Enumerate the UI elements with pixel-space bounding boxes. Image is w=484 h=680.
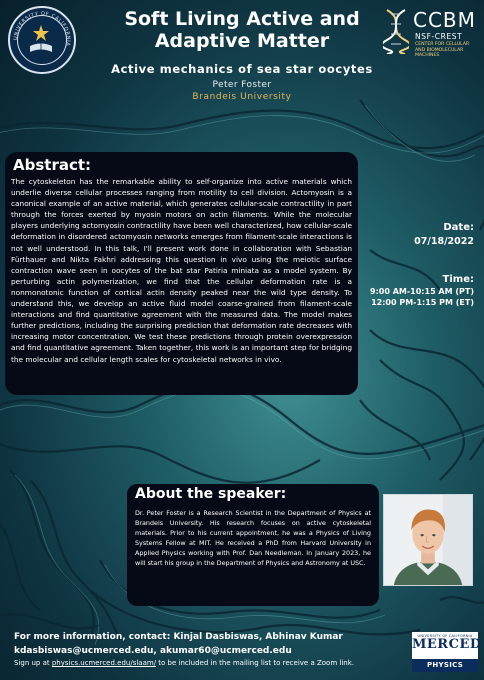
signup-link[interactable]: physics.ucmerced.edu/slaam/ [51,659,157,667]
date-value: 07/18/2022 [414,236,474,247]
title-line-1: Soft Living Active and [124,8,360,30]
time-label: Time: [442,274,474,285]
speaker-affiliation: Brandeis University [192,92,292,102]
time-eastern: 12:00 PM-1:15 PM (ET) [371,298,474,307]
talk-title: Active mechanics of sea star oocytes [111,62,373,76]
dna-helix-icon [383,8,409,54]
speaker-bio: Dr. Peter Foster is a Research Scientist in the Department of Physics at Brandeis University. His research focuses on active cytoskeletal materials. Prior to his current appointment, he was a Physics of Living Systems Fellow at MIT. He received a PhD from Harvard University in Applied Physics working with Prof. Dan Needleman. In January 2023, he will start his group in the Department of Physics and Astronomy at USC. [135,509,371,567]
uc-merced-physics-logo [412,632,482,672]
book-star-icon [28,24,54,54]
abstract-body: The cytoskeleton has the remarkable ability to self-organize into active materials which underlie diverse cellular processes ranging from motility to cell division. Actomyosin is a canonical example of an active material, which generates cellular-scale contractility in part through the forces exerted by myosin motors on actin filaments. While the molecular players underlying actomyosin contractility have been well characterized, how cellular-scale deformation in disordered actomyosin networks emerges from filament-scale interactions is not well understood. In this talk, I'll present work done in collaboration with Sebastian Fürthauer and Nikta Fakhri addressing this question in vivo using the meiotic surface contraction wave seen in oocytes of the bat star Patiria miniata as a model system. By perturbing actin polymerization, we find that the cellular deformation rate is a nonmonotonic function of cortical actin density peaked near the wild type density. To understand this, we develop an active fluid model coarse-grained from filament-scale interactions and find quantitative agreement with the measured data. The model makes further predictions, including the surprising prediction that deformation rate decreases with increasing motor concentration. We test these predictions through protein overexpression and find quantitative agreement. Taken together, this work is an important step for bridging the molecular and cellular length scales for cytoskeletal networks in vivo. [11,177,352,364]
speaker-photo [383,494,473,586]
ccbm-program: NSF-CREST [415,32,463,41]
signup-line [14,659,354,667]
date-label: Date: [443,222,474,233]
title-line-2: Adaptive Matter [154,30,330,52]
merced-physics-bar: PHYSICS [412,659,478,672]
about-speaker-panel [127,484,379,606]
time-pacific: 9:00 AM-10:15 AM (PT) [370,287,474,296]
abstract-heading: Abstract: [13,156,92,174]
poster-title [92,8,392,52]
svg-text:UNIVERSITY OF CALIFORNIA: UNIVERSITY OF CALIFORNIA [12,10,72,47]
signup-suffix: to be included in the mailing list to receive a Zoom link. [156,659,354,667]
merced-uc-text: UNIVERSITY OF CALIFORNIA [417,634,473,638]
about-speaker-heading: About the speaker: [135,486,287,502]
ccbm-name: CCBM [413,8,476,32]
contact-emails: kdasbiswas@ucmerced.edu, akumar60@ucmerced.edu [14,646,292,656]
portrait-illustration [384,495,472,585]
contact-line: For more information, contact: Kinjal Dasbiswas, Abhinav Kumar [14,632,343,642]
signup-prefix: Sign up at [14,659,52,667]
ccbm-description: CENTER FOR CELLULAR AND BIOMOLECULAR MACHINES [415,42,470,58]
merced-name: MERCED [412,637,482,652]
abstract-panel [5,152,358,395]
speaker-name: Peter Foster [212,80,272,90]
uc-merced-seal [8,6,76,74]
ccbm-logo [383,8,479,60]
